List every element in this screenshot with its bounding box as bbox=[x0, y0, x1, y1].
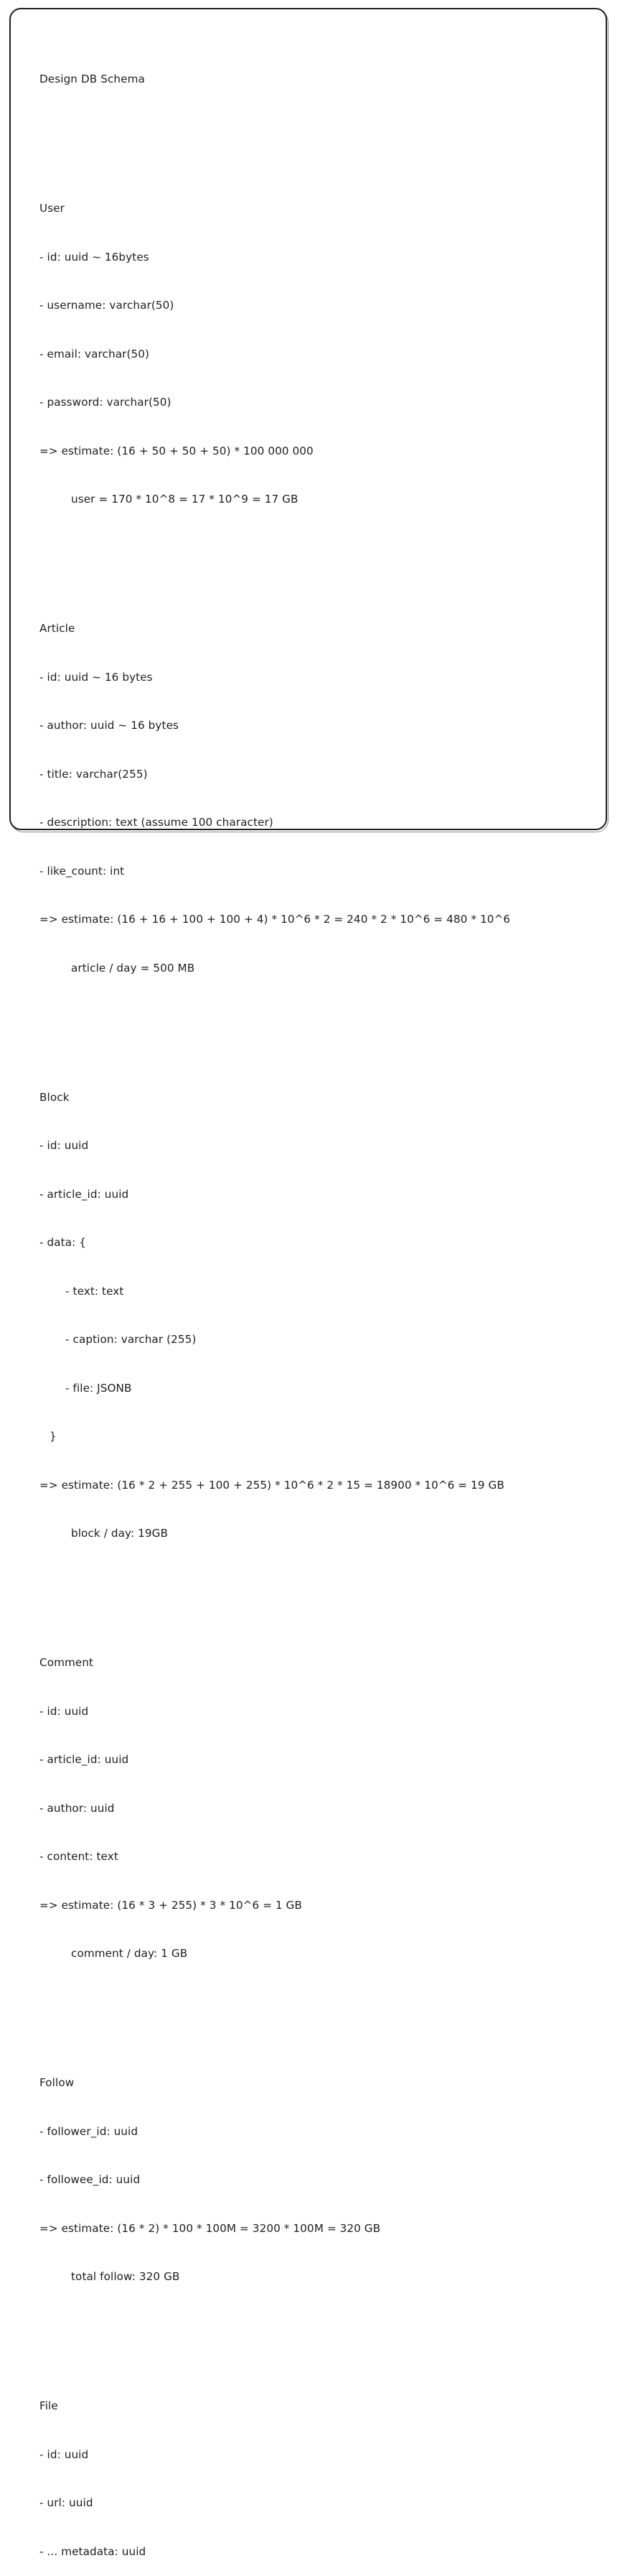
field-article-title: - title: varchar(255) bbox=[39, 767, 148, 781]
field-follow-followee-id: - followee_id: uuid bbox=[39, 2173, 141, 2186]
field-user-id: - id: uuid ~ 16bytes bbox=[39, 250, 149, 264]
field-comment-article-id: - article_id: uuid bbox=[39, 1753, 129, 1766]
section-heading-file: File bbox=[39, 2399, 58, 2412]
field-user-password: - password: varchar(50) bbox=[39, 396, 172, 409]
field-block-data-file: - file: JSONB bbox=[65, 1381, 132, 1395]
field-article-author: - author: uuid ~ 16 bytes bbox=[39, 719, 179, 732]
result-user: user = 170 * 10^8 = 17 * 10^9 = 17 GB bbox=[71, 493, 299, 506]
field-file-id: - id: uuid bbox=[39, 2447, 89, 2461]
estimate-block: => estimate: (16 * 2 + 255 + 100 + 255) * 10^6 * 2 * 15 = 18900 * 10^6 = 19 GB bbox=[39, 1478, 504, 1492]
field-follow-follower-id: - follower_id: uuid bbox=[39, 2124, 138, 2138]
estimate-article: => estimate: (16 + 16 + 100 + 100 + 4) * 10^6 * 2 = 240 * 2 * 10^6 = 480 * 10^6 bbox=[39, 913, 511, 926]
field-article-like-count: - like_count: int bbox=[39, 864, 125, 878]
field-user-username: - username: varchar(50) bbox=[39, 299, 174, 312]
estimate-follow: => estimate: (16 * 2) * 100 * 100M = 3200 * 100M = 320 GB bbox=[39, 2221, 381, 2235]
field-comment-id: - id: uuid bbox=[39, 1704, 89, 1718]
field-user-email: - email: varchar(50) bbox=[39, 347, 150, 361]
diagram-title: Design DB Schema bbox=[39, 73, 145, 85]
field-block-data-caption: - caption: varchar (255) bbox=[65, 1333, 197, 1346]
section-heading-comment: Comment bbox=[39, 1656, 94, 1669]
field-block-data-text: - text: text bbox=[65, 1284, 124, 1298]
section-heading-block: Block bbox=[39, 1090, 70, 1104]
result-article: article / day = 500 MB bbox=[71, 961, 195, 975]
section-heading-article: Article bbox=[39, 622, 75, 635]
result-comment: comment / day: 1 GB bbox=[71, 1947, 188, 1960]
block-data-close-brace: } bbox=[50, 1430, 57, 1443]
field-block-article-id: - article_id: uuid bbox=[39, 1187, 129, 1201]
estimate-comment: => estimate: (16 * 3 + 255) * 3 * 10^6 = 1 GB bbox=[39, 1898, 302, 1912]
field-article-id: - id: uuid ~ 16 bytes bbox=[39, 670, 153, 684]
schema-notes bbox=[39, 39, 599, 2576]
section-heading-follow: Follow bbox=[39, 2076, 75, 2089]
field-file-metadata: - ... metadata: uuid bbox=[39, 2544, 146, 2558]
field-block-id: - id: uuid bbox=[39, 1139, 89, 1152]
result-follow: total follow: 320 GB bbox=[71, 2270, 180, 2283]
field-comment-author: - author: uuid bbox=[39, 1801, 115, 1815]
result-block: block / day: 19GB bbox=[71, 1527, 169, 1540]
section-heading-user: User bbox=[39, 202, 65, 215]
field-comment-content: - content: text bbox=[39, 1850, 118, 1863]
field-article-description: - description: text (assume 100 character) bbox=[39, 816, 273, 829]
estimate-user: => estimate: (16 + 50 + 50 + 50) * 100 000 000 bbox=[39, 444, 314, 457]
field-file-url: - url: uuid bbox=[39, 2496, 93, 2509]
field-block-data: - data: { bbox=[39, 1236, 87, 1249]
